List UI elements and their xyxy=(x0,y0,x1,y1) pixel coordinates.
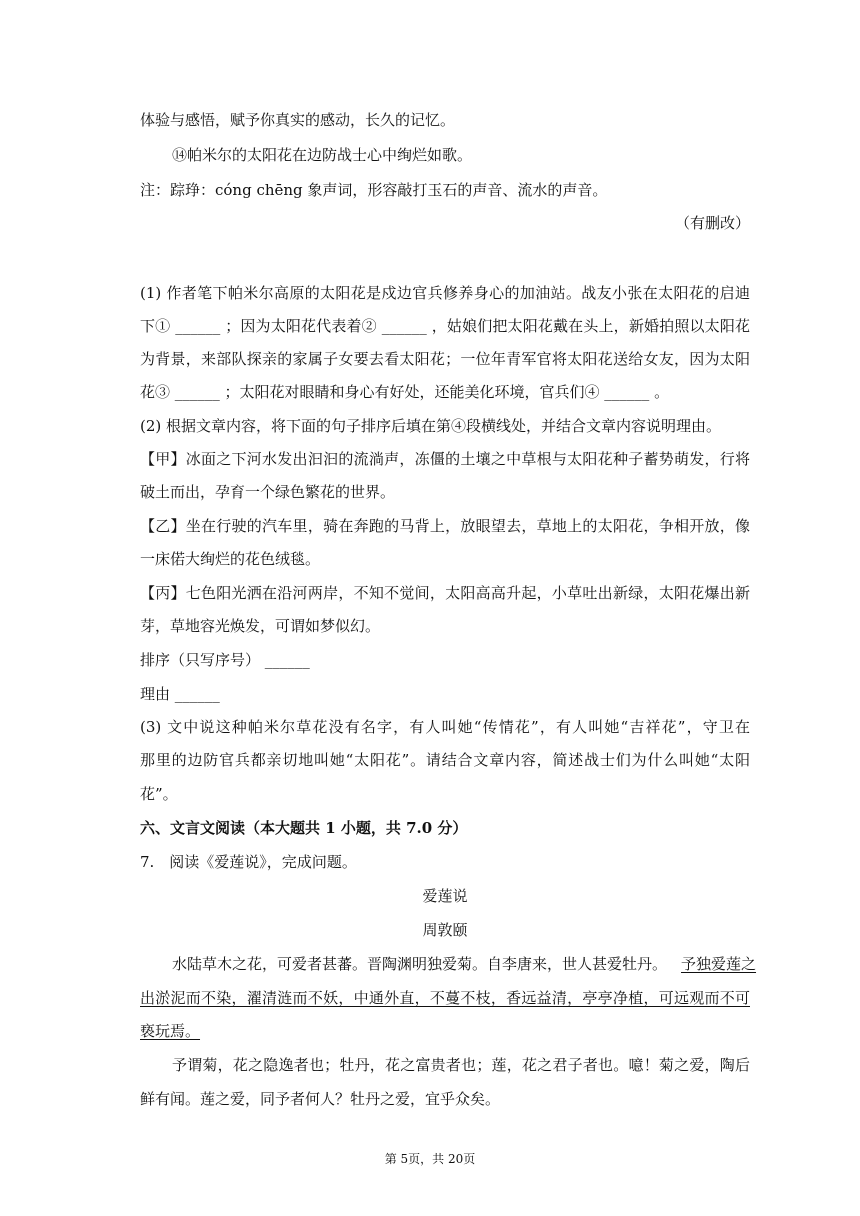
option-bing-line: 芽，草地容光焕发，可谓如梦似幻。 xyxy=(140,617,381,635)
passage-paragraph-14: ⑭帕米尔的太阳花在边防战士心中绚烂如歌。 xyxy=(172,146,473,164)
question-3-line: 那里的边防官兵都亲切地叫她“太阳花”。请结合文章内容，简述战士们为什么叫她“太阳 xyxy=(140,751,750,769)
classical-text-line: 鲜有闻。莲之爱，同予者何人？牡丹之爱，宜乎众矣。 xyxy=(140,1090,501,1108)
classical-text-line: 予谓菊，花之隐逸者也；牡丹，花之富贵者也；莲，花之君子者也。噫！菊之爱，陶后 xyxy=(172,1056,750,1074)
question-1-line: 下① ______ ；因为太阳花代表着② ______ ，姑娘们把太阳花戴在头上，新婚拍照以太阳花 xyxy=(140,317,750,335)
question-7-prompt: 7. 阅读《爱莲说》，完成问题。 xyxy=(140,853,357,871)
page-footer: 第 5页，共 20页 xyxy=(384,1152,476,1166)
question-1-line: (1) 作者笔下帕米尔高原的太阳花是戍边官兵修养身心的加油站。战友小张在太阳花的启迪 xyxy=(140,284,750,302)
question-1-line: 花③ ______ ；太阳花对眼睛和身心有好处，还能美化环境，官兵们④ ______ 。 xyxy=(140,383,670,401)
underlined-sentence-line: 亵玩焉。 xyxy=(140,1022,201,1040)
answer-order-blank: 排序（只写序号） ______ xyxy=(140,651,310,669)
answer-reason-blank: 理由 ______ xyxy=(140,685,220,703)
classical-text-line xyxy=(172,954,757,974)
question-2-prompt: (2) 根据文章内容，将下面的句子排序后填在第④段横线处，并结合文章内容说明理由。 xyxy=(140,417,722,435)
option-jia-line: 破土而出，孕育一个绿色繁花的世界。 xyxy=(140,483,396,501)
section-heading: 六、文言文阅读（本大题共 1 小题，共 7.0 分） xyxy=(140,819,468,837)
option-yi-line: 【乙】坐在行驶的汽车里，骑在奔跑的马背上，放眼望去，草地上的太阳花，争相开放，像 xyxy=(140,517,750,535)
option-jia-line: 【甲】冰面之下河水发出汩汩的流淌声，冻僵的土壤之中草根与太阳花种子蓄势萌发，行将 xyxy=(140,450,750,468)
poem-title: 爱莲说 xyxy=(422,887,468,905)
underlined-sentence-line: 出淤泥而不染，濯清涟而不妖，中通外直，不蔓不枝，香远益清，亭亭净植，可远观而不可 xyxy=(140,989,750,1007)
question-3-line: 花”。 xyxy=(140,785,178,803)
passage-line: 体验与感悟，赋予你真实的感动，长久的记忆。 xyxy=(140,111,456,129)
option-bing-line: 【丙】七色阳光洒在沿河两岸，不知不觉间，太阳高高升起，小草吐出新绿，太阳花爆出新 xyxy=(140,584,750,602)
underlined-sentence: 予独爱莲之 xyxy=(681,955,757,973)
annotation-note: 注：踪琤：cóng chēng 象声词，形容敲打玉石的声音、流水的声音。 xyxy=(140,181,608,199)
edited-note: （有删改） xyxy=(674,214,750,232)
option-yi-line: 一床偌大绚烂的花色绒毯。 xyxy=(140,550,321,568)
poem-author: 周敦颐 xyxy=(422,921,468,939)
classical-text-plain: 水陆草木之花，可爱者甚蕃。晋陶渊明独爱菊。自李唐来，世人甚爱牡丹。 xyxy=(172,955,668,973)
question-3-line: (3) 文中说这种帕米尔草花没有名字，有人叫她“传情花”，有人叫她“吉祥花”，守卫在 xyxy=(140,718,750,736)
question-1-line: 为背景，来部队探亲的家属子女要去看太阳花；一位年青军官将太阳花送给女友，因为太阳 xyxy=(140,350,750,368)
